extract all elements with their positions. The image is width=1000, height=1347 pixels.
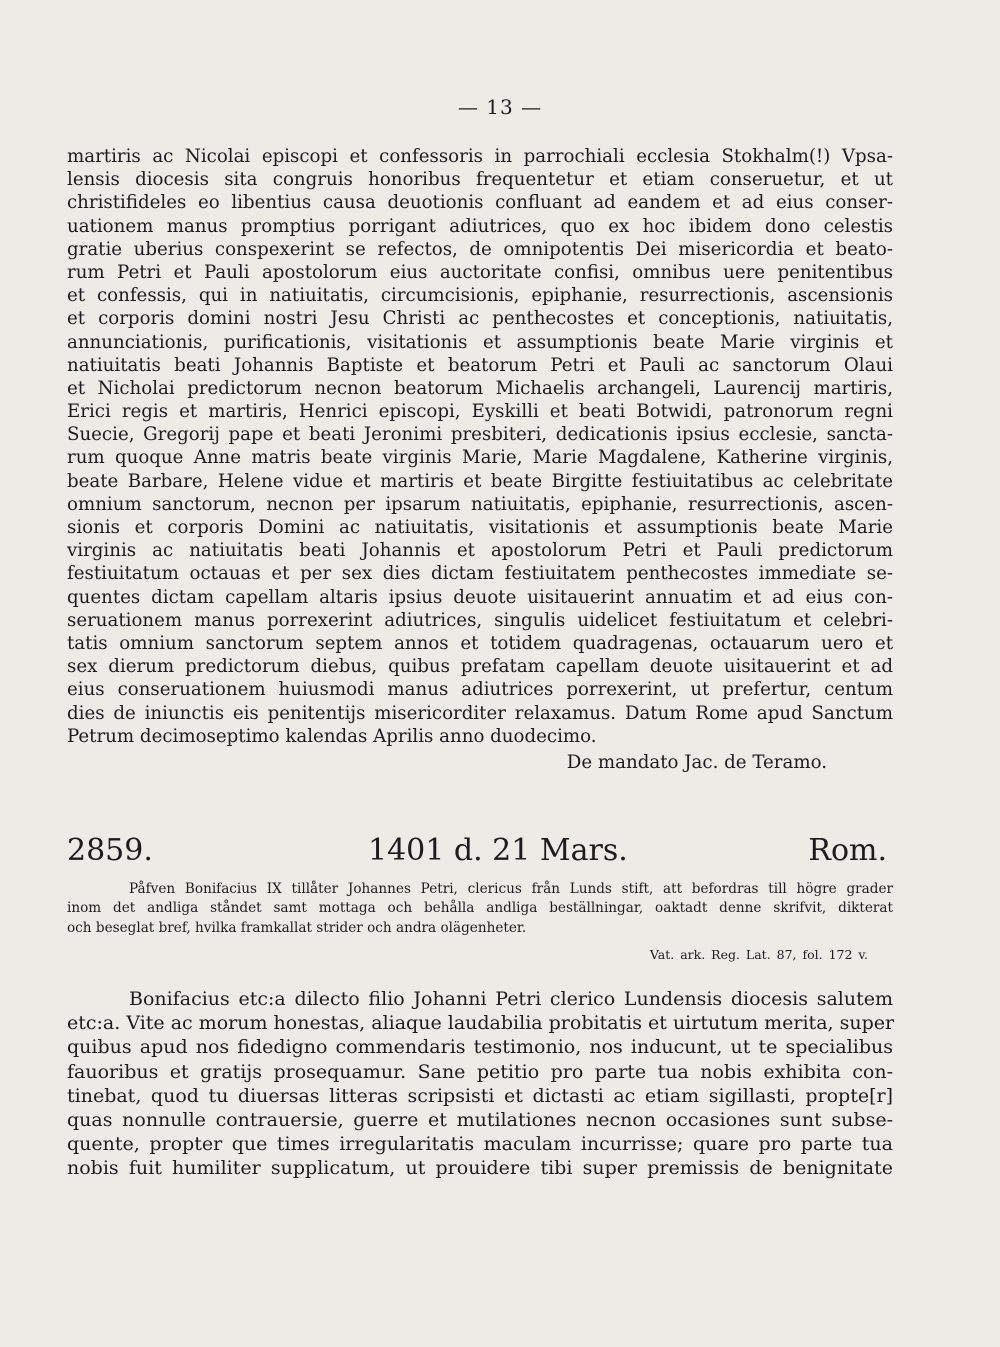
text-line: lensis diocesis sita congruis honoribus frequentetur et etiam conseruetur, et ut bbox=[67, 169, 893, 191]
summary-line: och beseglat bref, hvilka framkallat strider och andra olägenheter. bbox=[67, 919, 527, 936]
text-line: et Nicholai predictorum necnon beatorum Michaelis archangeli, Laurencij martiris, bbox=[67, 377, 893, 399]
document-date: 1401 d. 21 Mars. bbox=[368, 833, 628, 868]
text-line: sionis et corporis Domini ac natiuitatis, visitationis et assumptionis beate Marie bbox=[67, 517, 893, 538]
text-line: natiuitatis beati Johannis Baptiste et beatorum Petri et Pauli ac sanctorum Olaui bbox=[67, 354, 893, 376]
text-line: quentes dictam capellam altaris ipsius deuote uisitauerint annuatim et ad eius con- bbox=[67, 586, 893, 608]
document-number: 2859. bbox=[67, 833, 153, 868]
text-line: quente, propter que times irregularitatis maculam incurrisse; quare pro parte tua bbox=[67, 1133, 893, 1156]
text-line: eius conseruationem huiusmodi manus adiutrices porrexerint, ut prefertur, centum bbox=[67, 679, 893, 701]
text-line: tinebat, quod tu diuersas litteras scripsisti et dictasti ac etiam sigillasti, propte[r] bbox=[67, 1084, 893, 1107]
document-summary bbox=[67, 880, 893, 938]
text-line: quas nonnulle contrauersie, guerre et mutilationes necnon occasiones sunt subse- bbox=[67, 1108, 893, 1131]
text-line: virginis ac natiuitatis beati Johannis et apostolorum Petri et Pauli predictorum bbox=[67, 540, 893, 562]
text-line: Petrum decimoseptimo kalendas Aprilis anno duodecimo. bbox=[67, 725, 597, 747]
text-line: beate Barbare, Helene vidue et martiris et beate Birgitte festiuitatibus ac celebritate bbox=[67, 470, 893, 492]
text-line: sex dierum predictorum diebus, quibus prefatam capellam deuote uisitauerint et ad bbox=[67, 656, 893, 678]
text-line: et corporis domini nostri Jesu Christi ac penthecostes et conceptionis, natiuitatis, bbox=[67, 308, 893, 330]
text-line: fauoribus et gratijs prosequamur. Sane petitio pro parte tua nobis exhibita con- bbox=[67, 1060, 893, 1083]
document-place: Rom. bbox=[808, 833, 887, 868]
page-number: — 13 — bbox=[457, 95, 543, 119]
text-line: nobis fuit humiliter supplicatum, ut prouidere tibi super premissis de benignitate bbox=[67, 1157, 893, 1180]
signature-line: De mandato Jac. de Teramo. bbox=[566, 752, 827, 773]
text-line: Erici regis et martiris, Henrici episcopi, Eyskilli et beati Botwidi, patronorum regni bbox=[67, 401, 893, 423]
text-line: rum Petri et Pauli apostolorum eius auctoritate confisi, omnibus uere penitentibus bbox=[67, 261, 893, 283]
document-header bbox=[67, 826, 893, 876]
text-line: rum quoque Anne matris beate virginis Marie, Marie Magdalene, Katherine virginis, bbox=[67, 447, 893, 469]
text-line: Bonifacius etc:a dilecto filio Johanni Petri clerico Lundensis diocesis salutem bbox=[129, 988, 893, 1010]
text-line: omnium sanctorum, necnon per ipsarum natiuitatis, epiphanie, resurrectionis, ascen- bbox=[67, 493, 893, 515]
text-line: annunciationis, purificationis, visitationis et assumptionis beate Marie virginis et bbox=[67, 331, 893, 353]
summary-line: Påfven Bonifacius IX tillåter Johannes Petri, clericus från Lunds stift, att befordras till högre grader bbox=[129, 881, 893, 897]
body-text-2 bbox=[67, 987, 893, 1181]
text-line: gratie uberius conspexerint se refectos, de omnipotentis Dei misericordia et beato- bbox=[67, 238, 893, 260]
text-line: et confessis, qui in natiuitatis, circumcisionis, epiphanie, resurrectionis, ascensionis bbox=[67, 285, 893, 307]
archive-reference: Vat. ark. Reg. Lat. 87, fol. 172 v. bbox=[649, 947, 868, 962]
text-line: Suecie, Gregorij pape et beati Jeronimi presbiteri, dedicationis ipsius ecclesie, sancta- bbox=[67, 424, 893, 446]
summary-line: inom det andliga ståndet samt mottaga och behålla andliga beställningar, oaktadt denne skrifvit, dikterat bbox=[67, 900, 893, 917]
text-line: etc:a. Vite ac morum honestas, aliaque laudabilia probitatis et uirtutum merita, super bbox=[67, 1012, 895, 1035]
text-line: martiris ac Nicolai episcopi et confessoris in parrochiali ecclesia Stokhalm(!) Vpsa- bbox=[67, 146, 893, 167]
body-text-1 bbox=[67, 145, 893, 748]
text-line: christifideles eo libentius causa deuotionis confluant ad eandem et ad eius conser- bbox=[67, 192, 893, 214]
text-line: uationem manus promptius porrigant adiutrices, quo ex hoc ibidem dono celestis bbox=[67, 215, 893, 237]
text-line: seruationem manus porrexerint adiutrices, singulis uidelicet festiuitatum et celebri- bbox=[67, 609, 893, 631]
text-line: festiuitatum octauas et per sex dies dictam festiuitatem penthecostes immediate se- bbox=[67, 563, 893, 585]
text-line: dies de iniunctis eis penitentijs misericorditer relaxamus. Datum Rome apud Sanctum bbox=[67, 702, 893, 724]
text-line: quibus apud nos fidedigno commendaris testimonio, nos inducunt, ut te specialibus bbox=[67, 1036, 893, 1059]
text-line: tatis omnium sanctorum septem annos et totidem quadragenas, octauarum uero et bbox=[67, 632, 893, 654]
